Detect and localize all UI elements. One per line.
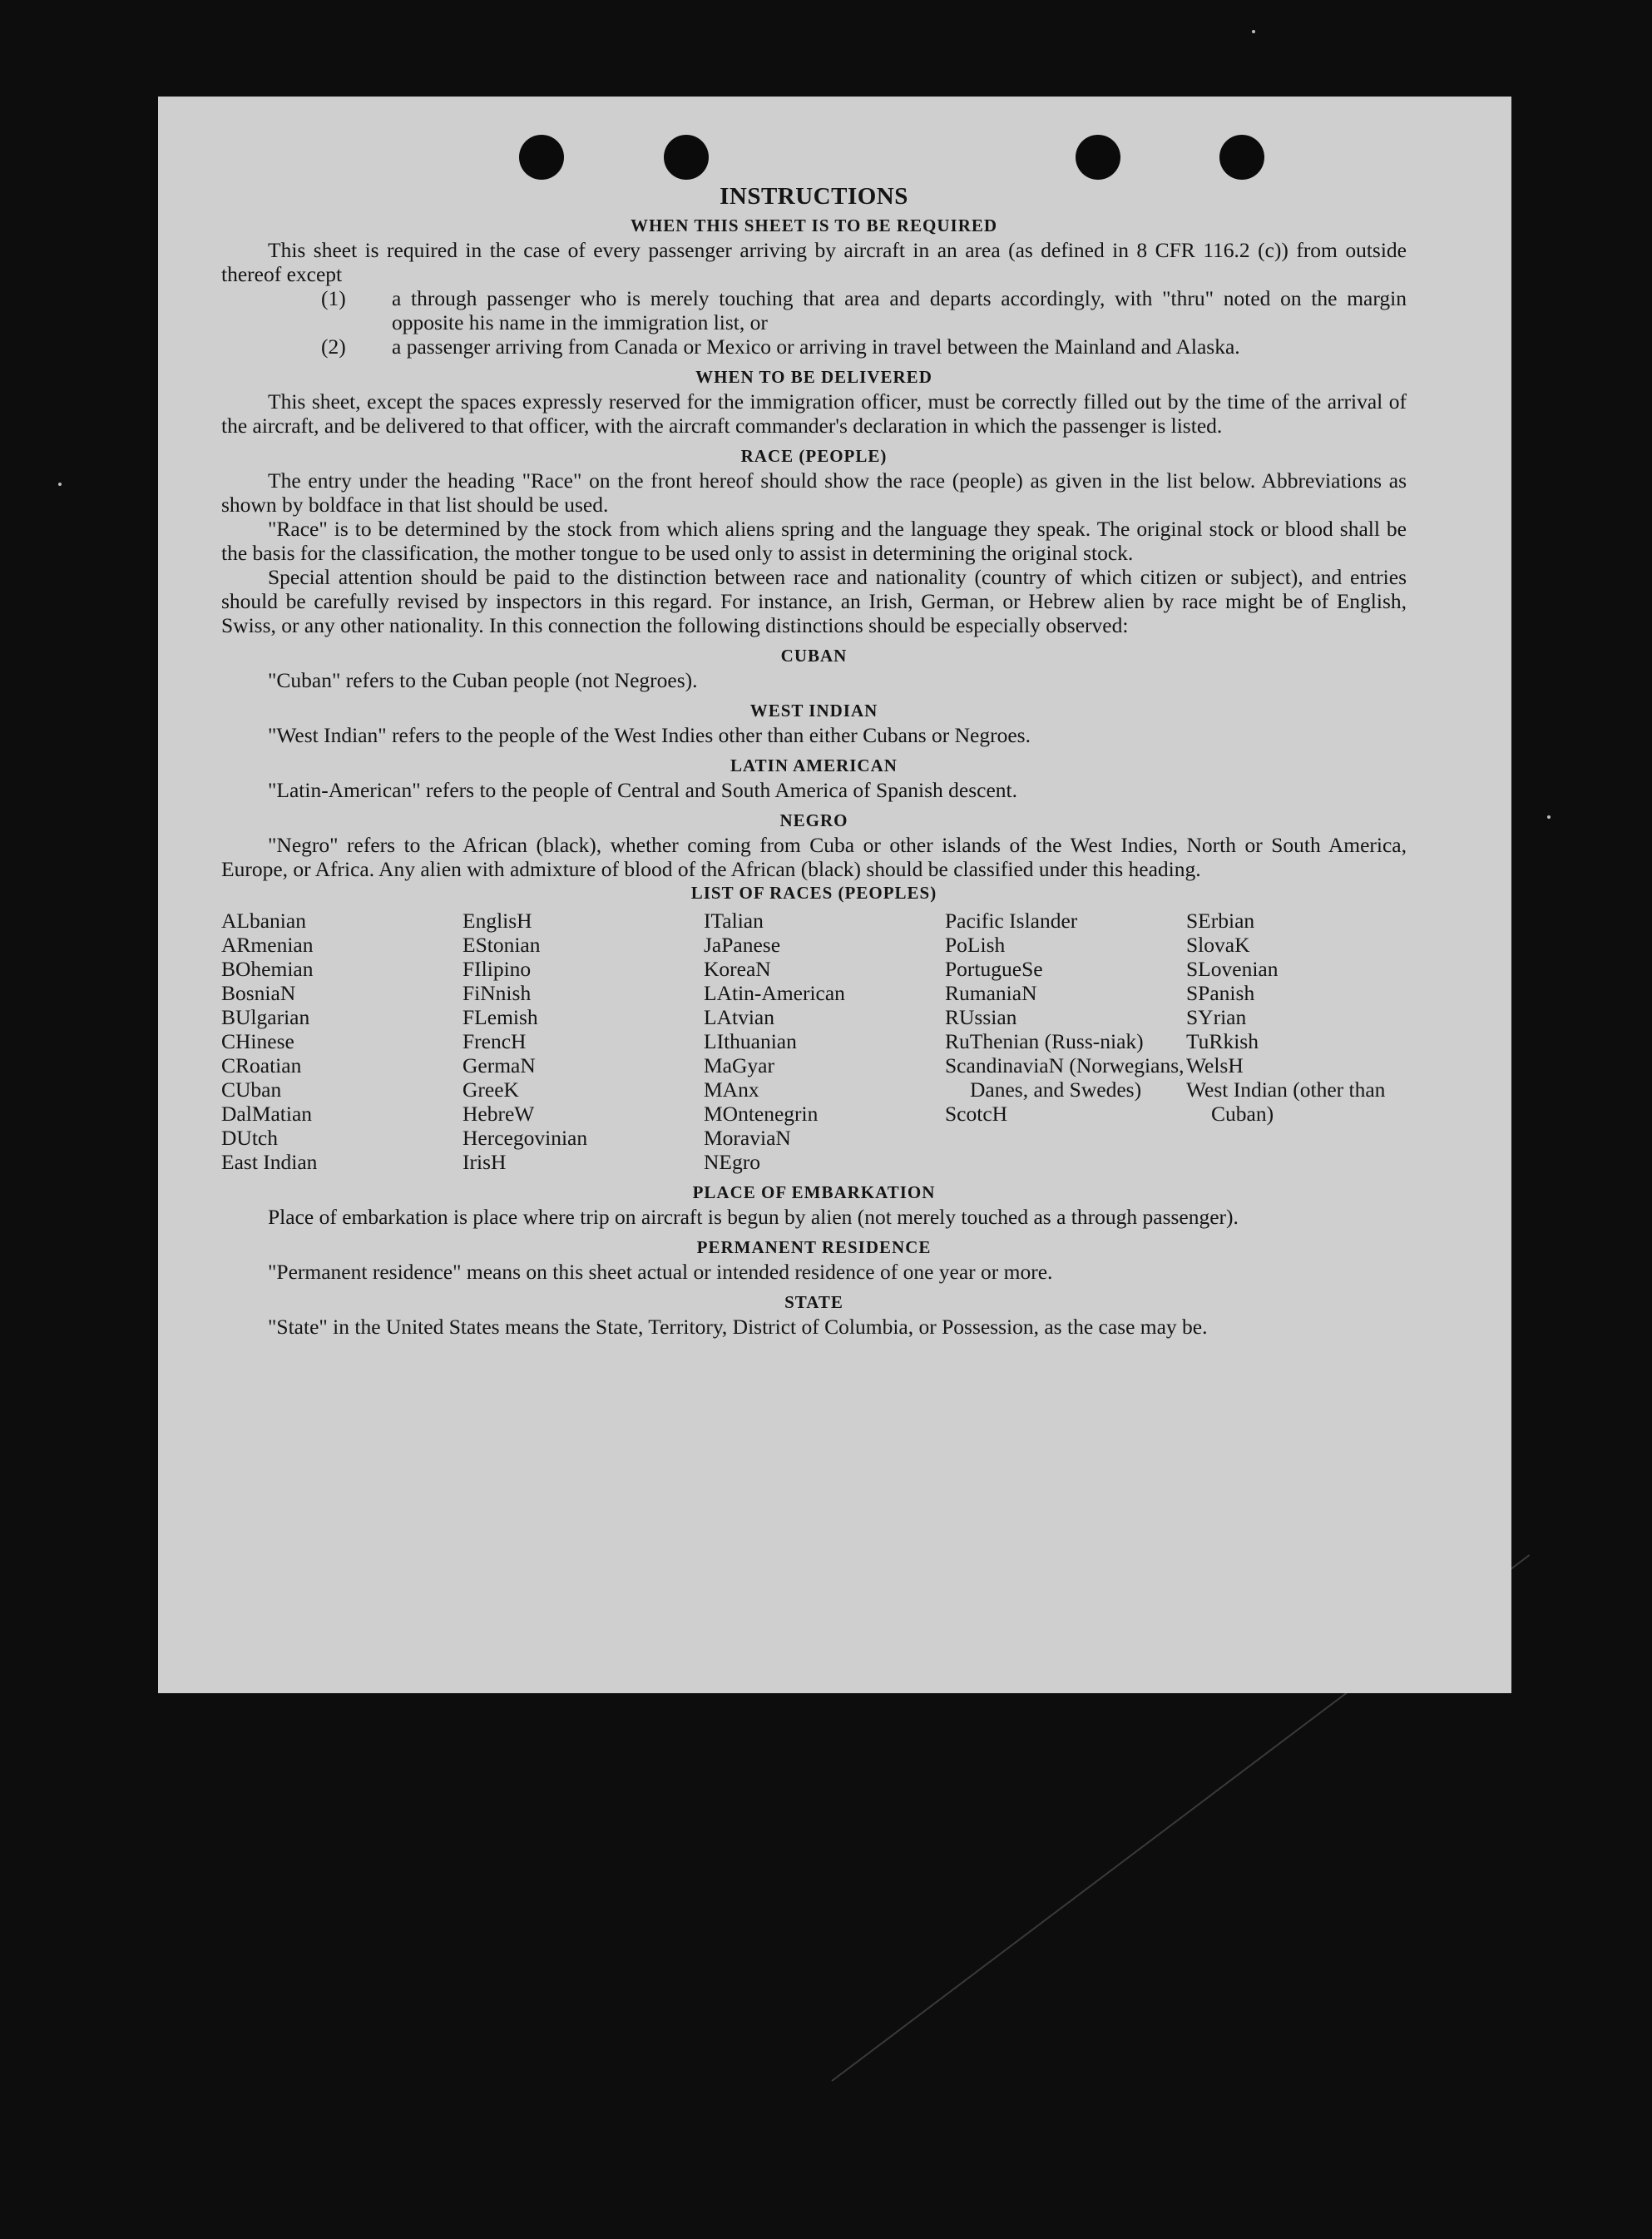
race-entry: West Indian (other than Cuban) (1186, 1077, 1386, 1126)
race-entry: HebreW (462, 1102, 535, 1126)
section-text: Special attention should be paid to the distinction between race and nationality (country of which citizen or subject), and entries should be carefully revised by inspectors in this regard. For instance, an Irish, German, or Hebrew alien by race might be of English, Swiss, or any other nationality. In this connection the following distinctions should be especially observed: (221, 565, 1407, 637)
races-heading: LIST OF RACES (PEOPLES) (690, 883, 937, 903)
race-entry: ITalian (704, 909, 764, 933)
race-entry: NEgro (704, 1150, 760, 1174)
punch-hole (1076, 135, 1120, 180)
section-text: "West Indian" refers to the people of the West Indies other than either Cubans or Negroes. (268, 723, 1031, 747)
page-title: INSTRUCTIONS (720, 183, 908, 210)
races-list (221, 909, 1407, 1174)
race-entry: SlovaK (1186, 933, 1250, 957)
section-heading: PLACE OF EMBARKATION (692, 1182, 936, 1202)
race-entry: PortugueSe (945, 957, 1043, 981)
race-entry: BUlgarian (221, 1005, 310, 1029)
race-entry: EnglisH (462, 909, 532, 933)
scan-speck (1252, 30, 1255, 33)
race-entry: ALbanian (221, 909, 306, 933)
race-entry: BOhemian (221, 957, 314, 981)
item-number: (1) (321, 286, 346, 310)
race-entry: MOntenegrin (704, 1102, 819, 1126)
races-column (462, 909, 704, 1174)
race-entry: LIthuanian (704, 1029, 797, 1053)
race-entry: TuRkish (1186, 1029, 1259, 1053)
races-column (1186, 909, 1402, 1174)
section-heading: NEGRO (779, 810, 848, 830)
scan-speck (1547, 815, 1551, 819)
race-entry: SPanish (1186, 981, 1255, 1005)
race-entry: WelsH (1186, 1053, 1244, 1077)
section-heading: LATIN AMERICAN (730, 755, 898, 775)
section-text: "Race" is to be determined by the stock from which aliens spring and the language they speak. The original stock or blood shall be the basis for the classification, the mother tongue to be used only to assist in determining the original stock. (221, 517, 1407, 565)
exception-item (221, 334, 1407, 359)
race-entry: DalMatian (221, 1102, 313, 1126)
race-entry: SLovenian (1186, 957, 1279, 981)
section-heading: PERMANENT RESIDENCE (696, 1237, 932, 1257)
punch-hole (1219, 135, 1264, 180)
race-entry: CHinese (221, 1029, 294, 1053)
races-column (221, 909, 462, 1174)
race-entry: Hercegovinian (462, 1126, 588, 1150)
instruction-sheet (158, 97, 1511, 1693)
race-entry: FIlipino (462, 957, 532, 981)
race-entry: RUssian (945, 1005, 1017, 1029)
race-entry: LAtvian (704, 1005, 774, 1029)
race-entry: EStonian (462, 933, 541, 957)
race-entry: East Indian (221, 1150, 318, 1174)
race-entry: ScandinaviaN (Norwegians, Danes, and Swedes) (945, 1053, 1185, 1102)
race-entry: SYrian (1186, 1005, 1247, 1029)
race-entry: CUban (221, 1077, 282, 1102)
races-column (945, 909, 1186, 1174)
race-entry: GermaN (462, 1053, 536, 1077)
section-text: This sheet, except the spaces expressly reserved for the immigration officer, must be correctly filled out by the time of the arrival of the aircraft, and be delivered to that officer, with the aircraft commander's declaration in which the passenger is listed. (221, 389, 1407, 438)
section-heading: CUBAN (780, 646, 848, 666)
scan-speck (58, 483, 62, 486)
section-text: "State" in the United States means the State, Territory, District of Columbia, or Possession, as the case may be. (268, 1315, 1208, 1339)
race-entry: FiNnish (462, 981, 532, 1005)
section-text: "Negro" refers to the African (black), whether coming from Cuba or other islands of the West Indies, North or South America, Europe, or Africa. Any alien with admixture of blood of the African (black) should be classified under this heading. (221, 833, 1407, 881)
section-text: The entry under the heading "Race" on the front hereof should show the race (people) as given in the list below. Abbreviations as shown by boldface in that list should be used. (221, 468, 1407, 517)
race-entry: RumaniaN (945, 981, 1037, 1005)
race-entry: PoLish (945, 933, 1006, 957)
race-entry: DUtch (221, 1126, 278, 1150)
race-entry: GreeK (462, 1077, 519, 1102)
race-entry: MoraviaN (704, 1126, 791, 1150)
section-text: Place of embarkation is place where trip on aircraft is begun by alien (not merely touched as a through passenger). (268, 1205, 1239, 1229)
section-text: "Permanent residence" means on this sheet actual or intended residence of one year or more. (268, 1260, 1053, 1284)
race-entry: JaPanese (704, 933, 781, 957)
item-text: a through passenger who is merely touching that area and departs accordingly, with "thru" noted on the margin opposite his name in the immigration list, or (392, 286, 1407, 334)
punch-hole (664, 135, 709, 180)
section-heading: RACE (PEOPLE) (740, 446, 888, 466)
race-entry: MAnx (704, 1077, 759, 1102)
section-heading: WHEN TO BE DELIVERED (695, 367, 932, 387)
section-heading: STATE (784, 1292, 843, 1312)
section-text: "Latin-American" refers to the people of Central and South America of Spanish descent. (268, 778, 1017, 802)
section-text: This sheet is required in the case of every passenger arriving by aircraft in an area (as defined in 8 CFR 116.2 (c)) from outside thereof except (221, 238, 1407, 286)
punch-hole (519, 135, 564, 180)
race-entry: ScotcH (945, 1102, 1008, 1126)
exception-item (221, 286, 1407, 334)
race-entry: RuThenian (Russ-niak) (945, 1029, 1144, 1053)
section-heading: WHEN THIS SHEET IS TO BE REQUIRED (630, 215, 998, 235)
race-entry: FrencH (462, 1029, 527, 1053)
race-entry: SErbian (1186, 909, 1255, 933)
race-entry: ARmenian (221, 933, 314, 957)
race-entry: FLemish (462, 1005, 538, 1029)
race-entry: BosniaN (221, 981, 296, 1005)
section-heading: WEST INDIAN (749, 701, 878, 721)
race-entry: Pacific Islander (945, 909, 1078, 933)
race-entry: IrisH (462, 1150, 507, 1174)
item-text: a passenger arriving from Canada or Mexico or arriving in travel between the Mainland and Alaska. (392, 334, 1240, 359)
item-number: (2) (321, 334, 346, 359)
race-entry: LAtin-American (704, 981, 845, 1005)
race-entry: CRoatian (221, 1053, 302, 1077)
section-text: "Cuban" refers to the Cuban people (not Negroes). (268, 668, 698, 692)
race-entry: MaGyar (704, 1053, 774, 1077)
races-column (704, 909, 945, 1174)
race-entry: KoreaN (704, 957, 771, 981)
